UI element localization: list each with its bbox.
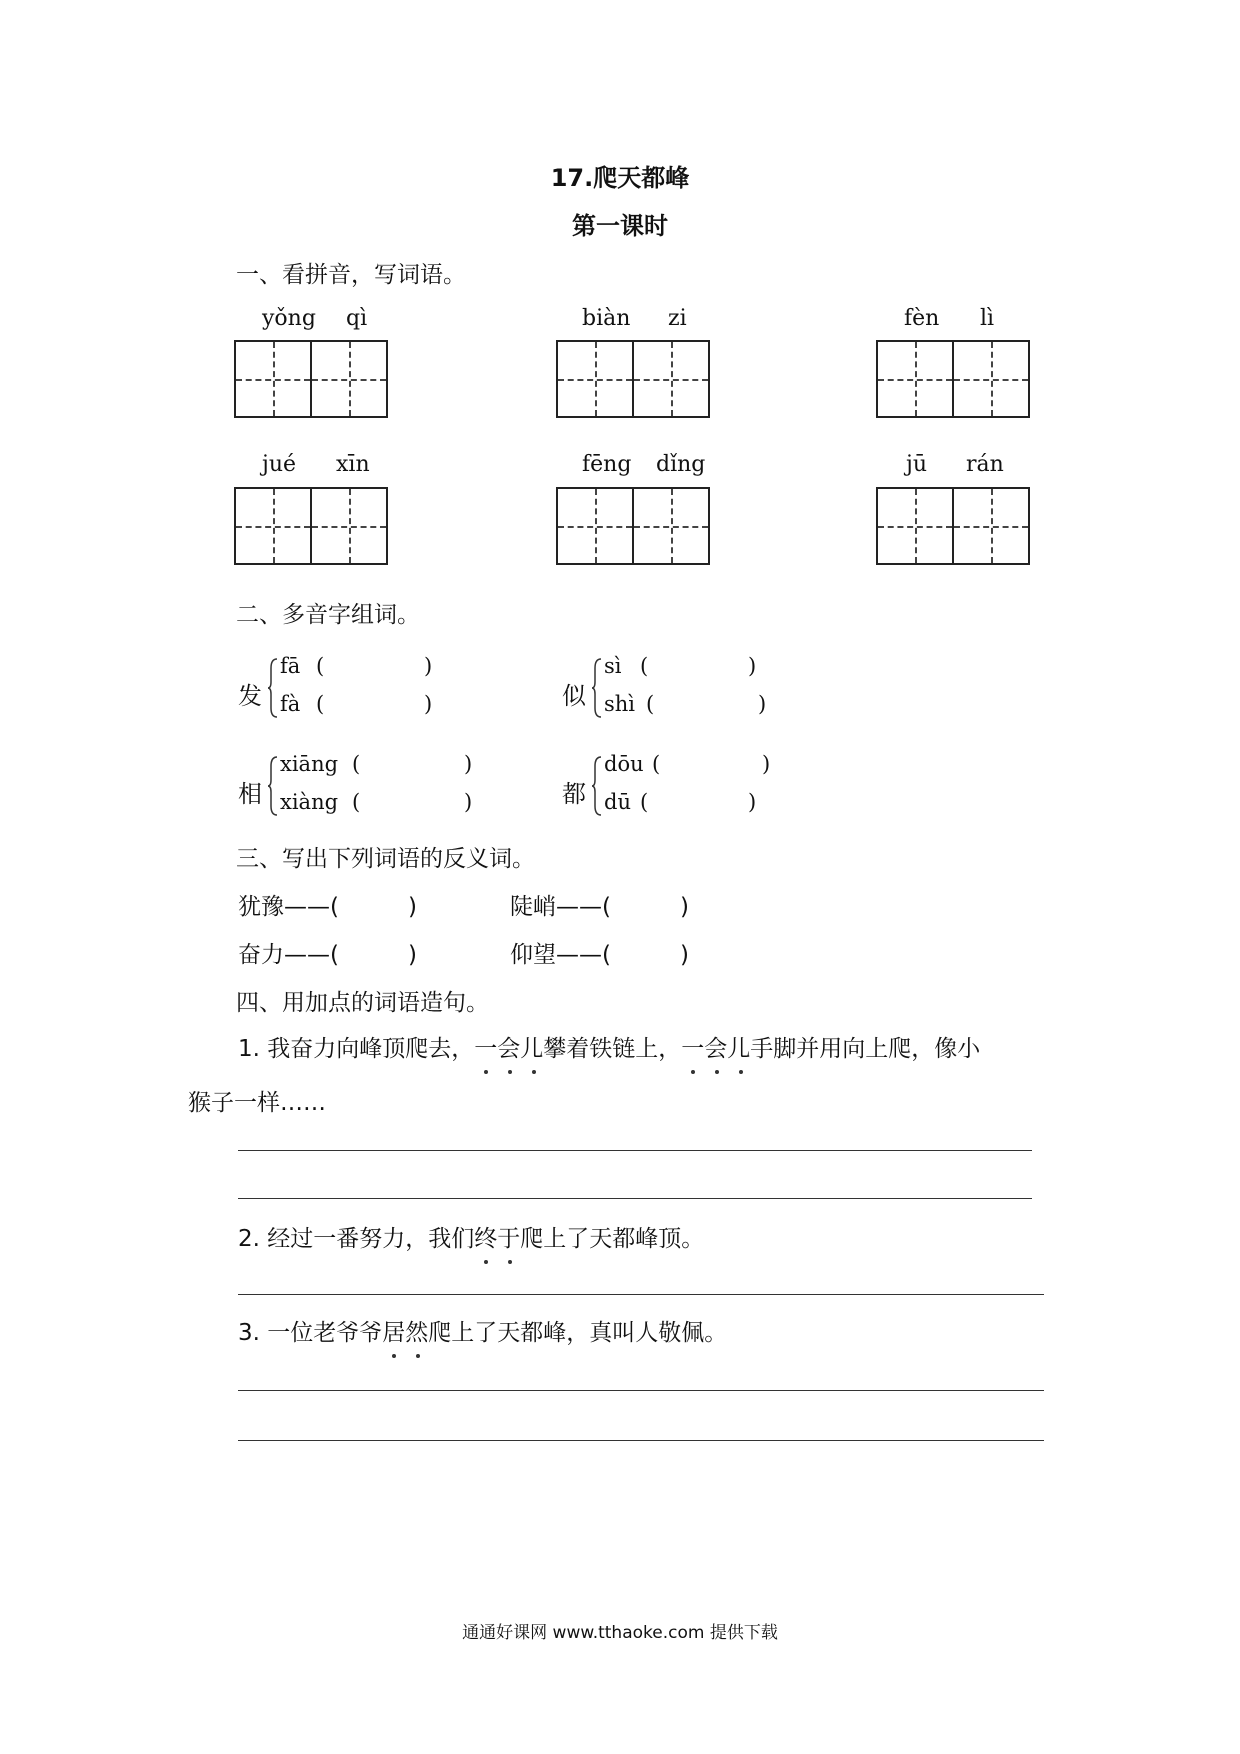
brace-icon [268, 756, 278, 816]
open-paren: ( [352, 752, 361, 776]
tianzige-cell[interactable] [632, 487, 710, 565]
polyphone-char: 都 [562, 780, 586, 808]
sentence-text: 爬上了天都峰顶。 [520, 1226, 705, 1252]
open-paren: ( [652, 752, 661, 776]
brace-icon [592, 658, 602, 718]
close-paren: ) [464, 790, 473, 814]
pinyin: yǒng [262, 306, 316, 331]
reading-2: xiàng [280, 790, 339, 814]
sentence-text: 3. 一位老爷爷 [238, 1320, 383, 1346]
close-paren: ) [758, 692, 767, 716]
antonym-word: 仰望 [510, 942, 556, 968]
antonym-item [510, 888, 689, 921]
pinyin: xīn [336, 452, 370, 477]
lesson-title: 17.爬天都峰 [550, 164, 690, 192]
pinyin: jué [262, 452, 297, 477]
close-paren: ) [424, 654, 433, 678]
tianzige-cell[interactable] [556, 340, 634, 418]
dotted-word [474, 1036, 543, 1062]
pinyin: rán [966, 452, 1004, 477]
antonym-blank[interactable]: ——( ) [284, 894, 417, 920]
section2-heading: 二、多音字组词。 [236, 602, 420, 628]
footer-text: 通通好课网 www.tthaoke.com 提供下载 [462, 1623, 778, 1643]
answer-line[interactable] [238, 1198, 1032, 1199]
writing-grid[interactable] [876, 340, 1030, 418]
dotted-word [382, 1320, 428, 1346]
sentence-text: 爬上了天都峰，真叫人敬佩。 [428, 1320, 728, 1346]
tianzige-cell[interactable] [234, 487, 312, 565]
dotted-word-text: 终于 [474, 1226, 521, 1252]
writing-grid[interactable] [556, 340, 710, 418]
close-paren: ) [424, 692, 433, 716]
close-paren: ) [464, 752, 473, 776]
brace-icon [268, 658, 278, 718]
open-paren: ( [316, 654, 325, 678]
open-paren: ( [640, 790, 649, 814]
pinyin: jū [906, 452, 927, 477]
reading-2: dū [604, 790, 631, 814]
tianzige-cell[interactable] [310, 340, 388, 418]
reading-2: shì [604, 692, 636, 716]
writing-grid[interactable] [876, 487, 1030, 565]
antonym-word: 陡峭 [510, 894, 556, 920]
tianzige-cell[interactable] [310, 487, 388, 565]
pinyin: biàn [582, 306, 631, 331]
dotted-word-text: 一会儿 [681, 1036, 751, 1062]
open-paren: ( [640, 654, 649, 678]
tianzige-cell[interactable] [952, 340, 1030, 418]
sentence-1-line2: 猴子一样…… [188, 1090, 326, 1116]
tianzige-cell[interactable] [556, 487, 634, 565]
writing-grid[interactable] [234, 340, 388, 418]
writing-grid[interactable] [234, 487, 388, 565]
writing-grid[interactable] [556, 487, 710, 565]
pinyin: fèn [904, 306, 940, 331]
antonym-word: 犹豫 [238, 894, 284, 920]
lesson-subtitle: 第一课时 [572, 212, 668, 240]
pinyin: fēng [582, 452, 632, 477]
sentence-3 [238, 1314, 727, 1347]
antonym-word: 奋力 [238, 942, 284, 968]
answer-line[interactable] [238, 1294, 1044, 1295]
open-paren: ( [646, 692, 655, 716]
antonym-item [238, 936, 417, 969]
antonym-item [238, 888, 417, 921]
dotted-word [681, 1036, 750, 1062]
pinyin: dǐng [656, 452, 706, 477]
pinyin: qì [346, 306, 368, 331]
answer-line[interactable] [238, 1150, 1032, 1151]
antonym-blank[interactable]: ——( ) [556, 942, 689, 968]
dotted-word [474, 1226, 520, 1252]
reading-1: xiāng [280, 752, 339, 776]
sentence-1 [238, 1030, 980, 1063]
reading-1: fā [280, 654, 301, 678]
brace-icon [592, 756, 602, 816]
polyphone-char: 相 [238, 780, 262, 808]
tianzige-cell[interactable] [952, 487, 1030, 565]
close-paren: ) [762, 752, 771, 776]
tianzige-cell[interactable] [632, 340, 710, 418]
open-paren: ( [316, 692, 325, 716]
sentence-2 [238, 1220, 704, 1253]
answer-line[interactable] [238, 1390, 1044, 1391]
sentence-text: 攀着铁链上， [543, 1036, 682, 1062]
antonym-blank[interactable]: ——( ) [556, 894, 689, 920]
reading-1: dōu [604, 752, 644, 776]
reading-2: fà [280, 692, 301, 716]
sentence-text: 1. 我奋力向峰顶爬去， [238, 1036, 475, 1062]
polyphone-char: 似 [562, 682, 586, 710]
reading-1: sì [604, 654, 622, 678]
dotted-word-text: 居然 [382, 1320, 429, 1346]
section3-heading: 三、写出下列词语的反义词。 [236, 846, 535, 872]
section4-heading: 四、用加点的词语造句。 [236, 990, 489, 1016]
open-paren: ( [352, 790, 361, 814]
pinyin: lì [980, 306, 995, 331]
sentence-text: 手脚并用向上爬，像小 [750, 1036, 981, 1062]
antonym-blank[interactable]: ——( ) [284, 942, 417, 968]
antonym-item [510, 936, 689, 969]
dotted-word-text: 一会儿 [474, 1036, 544, 1062]
sentence-text: 2. 经过一番努力，我们 [238, 1226, 475, 1252]
tianzige-cell[interactable] [876, 340, 954, 418]
tianzige-cell[interactable] [234, 340, 312, 418]
polyphone-char: 发 [238, 682, 262, 710]
close-paren: ) [748, 654, 757, 678]
close-paren: ) [748, 790, 757, 814]
tianzige-cell[interactable] [876, 487, 954, 565]
answer-line[interactable] [238, 1440, 1044, 1441]
pinyin: zi [668, 306, 687, 331]
section1-heading: 一、看拼音，写词语。 [236, 262, 466, 288]
